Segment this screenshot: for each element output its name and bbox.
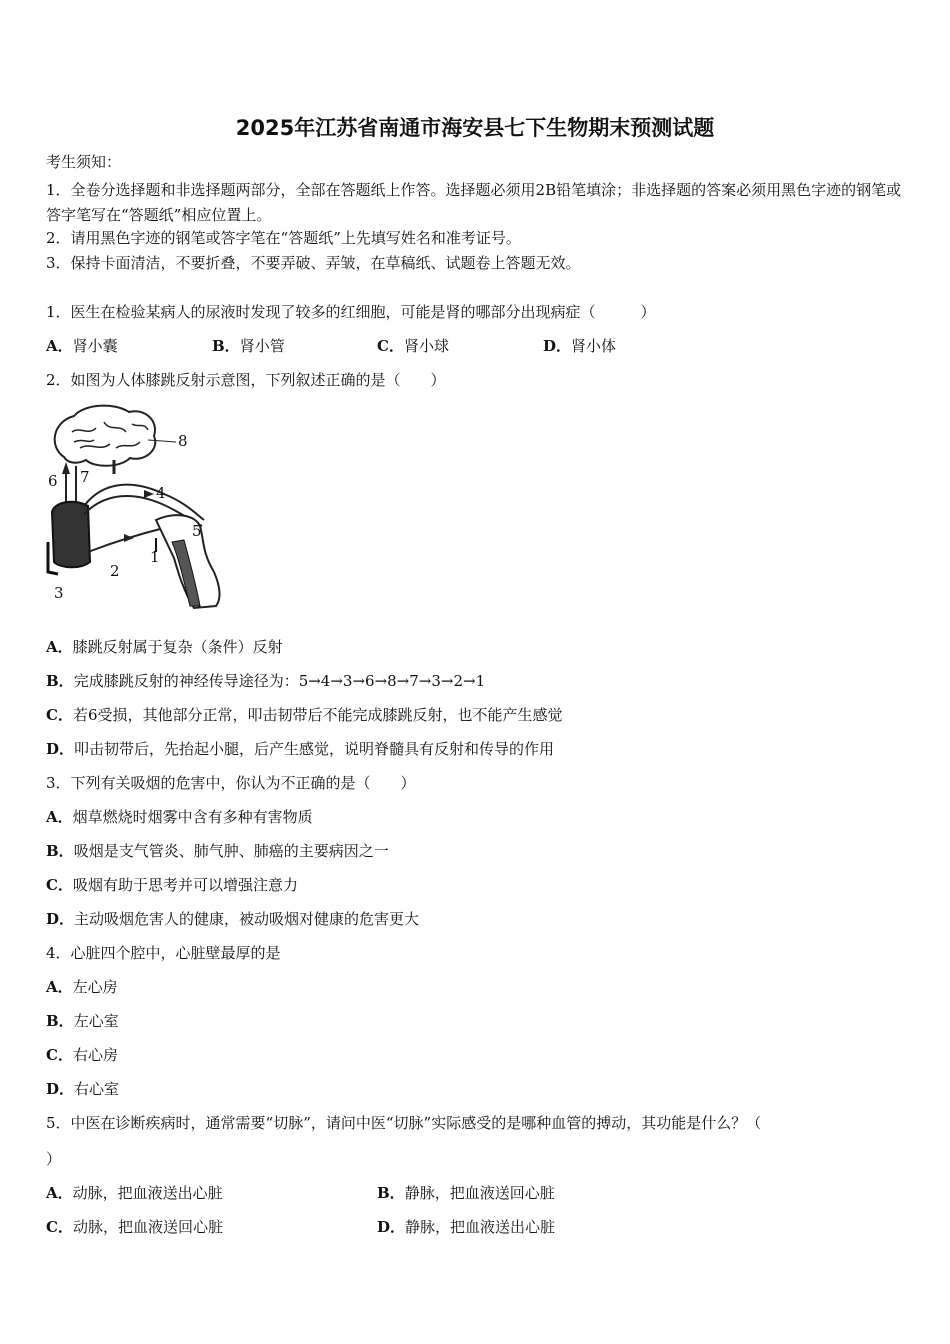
option-text: 右心室 bbox=[74, 1080, 120, 1098]
option-letter: B． bbox=[212, 337, 240, 355]
question-2-option-c[interactable] bbox=[46, 705, 563, 725]
option-letter: D． bbox=[46, 1080, 75, 1098]
option-letter: D． bbox=[377, 1218, 406, 1236]
option-text: 静脉，把血液送回心脏 bbox=[404, 1184, 555, 1202]
question-3-stem: 3．下列有关吸烟的危害中，你认为不正确的是（ ） bbox=[46, 774, 416, 792]
option-text: 动脉，把血液送出心脏 bbox=[72, 1184, 223, 1202]
knee-jerk-reflex-diagram bbox=[44, 402, 226, 616]
option-text: 右心房 bbox=[72, 1046, 118, 1064]
question-5-option-d[interactable] bbox=[377, 1217, 555, 1237]
question-4-option-a[interactable] bbox=[46, 977, 118, 997]
option-letter: A． bbox=[46, 337, 73, 355]
option-text: 肾小球 bbox=[403, 337, 449, 355]
notice-item-3: 3．保持卡面清洁，不要折叠，不要弄破、弄皱，在草稿纸、试题卷上答题无效。 bbox=[46, 254, 581, 272]
figure-label-1: 1 bbox=[150, 548, 160, 566]
option-letter: C． bbox=[46, 1218, 73, 1236]
option-text: 吸烟有助于思考并可以增强注意力 bbox=[72, 876, 298, 894]
option-text: 肾小囊 bbox=[72, 337, 118, 355]
question-2-option-a[interactable] bbox=[46, 637, 283, 657]
option-letter: C． bbox=[46, 706, 73, 724]
option-text: 吸烟是支气管炎、肺气肿、肺癌的主要病因之一 bbox=[73, 842, 389, 860]
option-text: 肾小体 bbox=[571, 337, 617, 355]
question-4-option-d[interactable] bbox=[46, 1079, 119, 1099]
option-letter: B． bbox=[46, 1012, 74, 1030]
question-2-option-b[interactable] bbox=[46, 671, 485, 691]
option-letter: B． bbox=[46, 672, 74, 690]
option-text: 动脉，把血液送回心脏 bbox=[72, 1218, 223, 1236]
option-text: 若6受损，其他部分正常，叩击韧带后不能完成膝跳反射，也不能产生感觉 bbox=[72, 706, 563, 724]
question-5-option-b[interactable] bbox=[377, 1183, 555, 1203]
question-2-option-d[interactable] bbox=[46, 739, 554, 759]
question-3-option-b[interactable] bbox=[46, 841, 389, 861]
notice-item-1: 1．全卷分选择题和非选择题两部分，全部在答题纸上作答。选择题必须用2B铅笔填涂；非选择题的答案必须用黑色字迹的钢笔或答字笔写在“答题纸”相应位置上。 bbox=[46, 181, 902, 224]
option-letter: A． bbox=[46, 978, 73, 996]
option-letter: D． bbox=[46, 910, 75, 928]
option-text: 肾小管 bbox=[239, 337, 285, 355]
question-5-stem: 5．中医在诊断疾病时，通常需要“切脉”，请问中医“切脉”实际感受的是哪种血管的搏动，其功能是什么？（ bbox=[46, 1114, 762, 1132]
option-letter: C． bbox=[46, 876, 73, 894]
notice-item-2: 2．请用黑色字迹的钢笔或答字笔在“答题纸”上先填写姓名和准考证号。 bbox=[46, 229, 521, 247]
question-3-option-d[interactable] bbox=[46, 909, 419, 929]
option-letter: C． bbox=[46, 1046, 73, 1064]
option-letter: B． bbox=[377, 1184, 405, 1202]
brain-illustration bbox=[55, 406, 156, 474]
figure-label-8: 8 bbox=[178, 432, 188, 450]
option-letter: A． bbox=[46, 1184, 73, 1202]
option-text: 左心房 bbox=[72, 978, 118, 996]
question-3-option-c[interactable] bbox=[46, 875, 298, 895]
question-1-option-c[interactable] bbox=[377, 336, 449, 356]
option-text: 静脉，把血液送出心脏 bbox=[405, 1218, 556, 1236]
question-4-option-b[interactable] bbox=[46, 1011, 119, 1031]
figure-label-6: 6 bbox=[48, 472, 58, 490]
option-text: 主动吸烟危害人的健康，被动吸烟对健康的危害更大 bbox=[74, 910, 420, 928]
option-letter: B． bbox=[46, 842, 74, 860]
figure-label-3: 3 bbox=[54, 584, 64, 602]
option-text: 左心室 bbox=[73, 1012, 119, 1030]
option-letter: A． bbox=[46, 808, 73, 826]
question-2-stem: 2．如图为人体膝跳反射示意图，下列叙述正确的是（ ） bbox=[46, 371, 446, 389]
question-1-stem: 1．医生在检验某病人的尿液时发现了较多的红细胞，可能是肾的哪部分出现病症（ ） bbox=[46, 303, 656, 321]
question-3-option-a[interactable] bbox=[46, 807, 313, 827]
question-4-stem: 4．心脏四个腔中，心脏壁最厚的是 bbox=[46, 944, 281, 962]
question-5-stem-continued: ） bbox=[46, 1150, 62, 1168]
option-letter: A． bbox=[46, 638, 73, 656]
question-1-option-d[interactable] bbox=[543, 336, 616, 356]
option-letter: D． bbox=[543, 337, 572, 355]
question-1-option-b[interactable] bbox=[212, 336, 285, 356]
option-letter: D． bbox=[46, 740, 75, 758]
question-1-option-a[interactable] bbox=[46, 336, 118, 356]
notice-heading: 考生须知： bbox=[46, 153, 122, 171]
page-title: 2025年江苏省南通市海安县七下生物期末预测试题 bbox=[235, 116, 715, 140]
question-5-option-c[interactable] bbox=[46, 1217, 223, 1237]
question-4-option-c[interactable] bbox=[46, 1045, 118, 1065]
option-text: 膝跳反射属于复杂（条件）反射 bbox=[72, 638, 283, 656]
option-text: 烟草燃烧时烟雾中含有多种有害物质 bbox=[72, 808, 313, 826]
figure-label-4: 4 bbox=[156, 484, 166, 502]
option-text: 叩击韧带后，先抬起小腿，后产生感觉，说明脊髓具有反射和传导的作用 bbox=[74, 740, 555, 758]
question-5-option-a[interactable] bbox=[46, 1183, 223, 1203]
figure-label-5: 5 bbox=[192, 522, 202, 540]
figure-label-2: 2 bbox=[110, 562, 120, 580]
figure-label-7: 7 bbox=[80, 468, 90, 486]
option-text: 完成膝跳反射的神经传导途径为：5→4→3→6→8→7→3→2→1 bbox=[73, 672, 486, 690]
option-letter: C． bbox=[377, 337, 404, 355]
